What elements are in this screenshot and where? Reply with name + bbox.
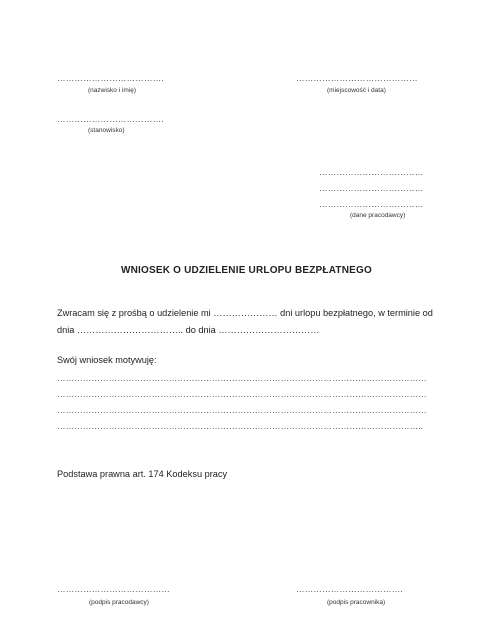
- motivation-line: …………………………………………………………………………………………………………………: [57, 405, 427, 415]
- position-caption: (stanowisko): [88, 127, 125, 134]
- employer-signature-line: …………………………………: [57, 584, 171, 594]
- employee-signature-line: ……………………………….: [296, 584, 403, 594]
- document-title: WNIOSEK O UDZIELENIE URLOPU BEZPŁATNEGO: [121, 265, 372, 276]
- position-line: ……………………………….: [57, 114, 164, 124]
- place-date-line: ……………………………………: [296, 73, 418, 83]
- motivation-line: ………………………………………………………………………………………………………………..: [57, 421, 424, 431]
- motivation-label: Swój wniosek motywuję:: [57, 355, 157, 365]
- legal-basis: Podstawa prawna art. 174 Kodeksu pracy: [57, 469, 228, 479]
- request-line-2: dnia …………………………….. do dnia ……………………………: [57, 325, 320, 335]
- employer-line-1: ………………………………: [319, 167, 424, 177]
- request-line-1: Zwracam się z prośbą o udzielenie mi ………………… dni urlopu bezpłatnego, w terminie od: [57, 308, 433, 318]
- place-date-caption: (miejscowość i data): [327, 87, 386, 94]
- employer-line-3: ………………………………: [319, 199, 424, 209]
- employer-signature-caption: (podpis pracodawcy): [89, 599, 149, 606]
- motivation-line: …………………………………………………………………………………………………………………: [57, 389, 427, 399]
- employer-line-2: ………………………………: [319, 183, 424, 193]
- motivation-line: …………………………………………………………………………………………………………………: [57, 373, 427, 383]
- name-line: ……………………………….: [57, 73, 164, 83]
- employer-caption: (dane pracodawcy): [350, 212, 406, 219]
- employee-signature-caption: (podpis pracownika): [327, 599, 386, 606]
- name-caption: (nazwisko i imię): [88, 87, 137, 94]
